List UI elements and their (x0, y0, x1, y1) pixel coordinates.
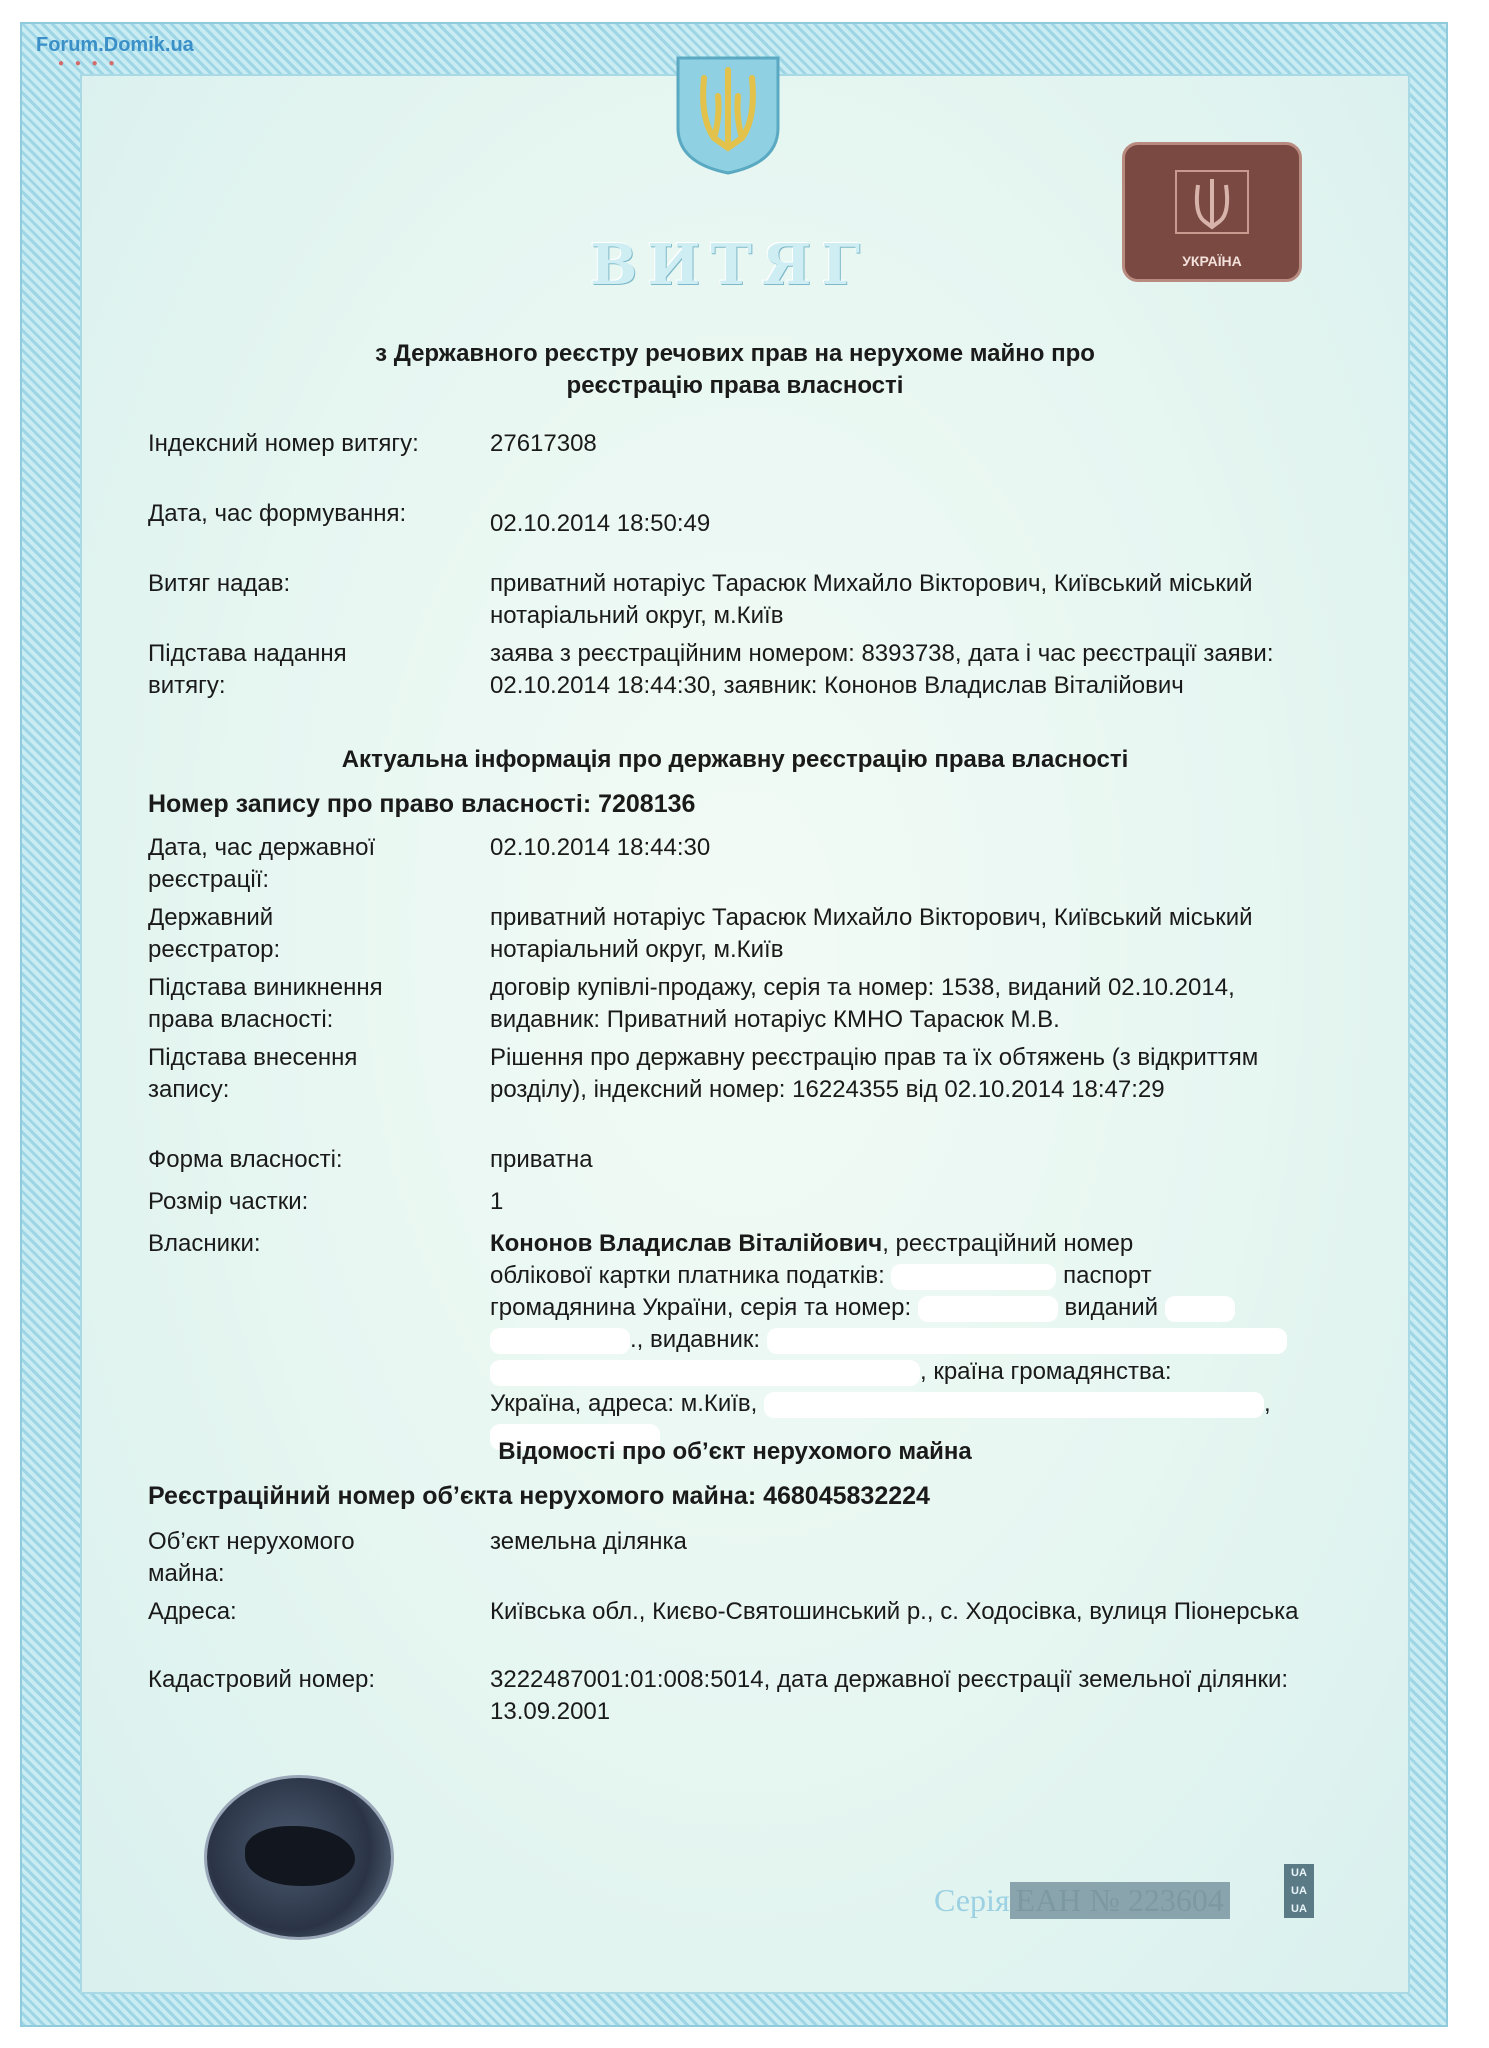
owner-text: облікової картки платника податків: (490, 1262, 885, 1289)
redaction (918, 1296, 1058, 1322)
field-value: Київська обл., Києво-Святошинський р., с. Ходосівка, вулиця Піонерська (490, 1598, 1299, 1625)
property-registration-number: Реєстраційний номер об’єкта нерухомого майна: 468045832224 (148, 1482, 930, 1510)
owner-text: виданий (1064, 1294, 1159, 1321)
field-label: Розмір частки: (148, 1188, 309, 1215)
redaction (490, 1328, 630, 1354)
field-label: Підстава надання витягу: (148, 640, 347, 699)
ownership-record-number: Номер запису про право власності: 7208136 (148, 790, 696, 818)
field-label: Об’єкт нерухомого майна: (148, 1528, 355, 1587)
owner-details (490, 1228, 1300, 1452)
field-label: Витяг надав: (148, 570, 291, 597)
field-value: договір купівлі-продажу, серія та номер: 1538, виданий 02.10.2014, видавник: Приватний нотаріус КМНО Тарасюк М.В. (490, 974, 1235, 1033)
watermark-dots: ● ● ● ● (58, 58, 119, 69)
field-value: 1 (490, 1188, 504, 1215)
heading-line-1: з Державного реєстру речових прав на нерухоме майно про (375, 340, 1095, 367)
redaction (764, 1392, 1264, 1418)
field-value: 02.10.2014 18:50:49 (490, 510, 711, 537)
owner-text: , країна громадянства: (920, 1358, 1172, 1385)
field-label: Кадастровий номер: (148, 1666, 376, 1693)
ua-label: UA (1291, 1903, 1307, 1915)
field-label: Підстава виникнення права власності: (148, 974, 383, 1033)
ua-security-strip (1284, 1864, 1314, 1918)
watermark-text: Forum.Domik.ua (36, 34, 194, 56)
field-label: Дата, час формування: (148, 500, 407, 527)
redaction (891, 1264, 1056, 1290)
ukraine-map-icon (245, 1826, 355, 1886)
ua-label: UA (1291, 1867, 1307, 1879)
owner-text: паспорт (1063, 1262, 1152, 1289)
field-label: Адреса: (148, 1598, 237, 1625)
serial-series: ЕАН (1015, 1882, 1082, 1918)
field-value: приватний нотаріус Тарасюк Михайло Вікторович, Київський міський нотаріальний округ, м.Київ (490, 570, 1253, 629)
ua-label: UA (1291, 1885, 1307, 1897)
field-label: Підстава внесення запису: (148, 1044, 358, 1103)
owner-text: Україна, адреса: м.Київ, (490, 1390, 758, 1417)
section-title-property: Відомості про об’єкт нерухомого майна (498, 1438, 972, 1465)
field-value: земельна ділянка (490, 1528, 687, 1555)
serial-number-label: № (1089, 1882, 1120, 1918)
field-label: Власники: (148, 1230, 261, 1257)
field-label: Дата, час державної реєстрації: (148, 834, 376, 893)
field-value: 3222487001:01:008:5014, дата державної реєстрації земельної ділянки: 13.09.2001 (490, 1666, 1289, 1725)
field-label: Форма власності: (148, 1146, 343, 1173)
owner-text: , (1264, 1390, 1271, 1417)
heading-line-2: реєстрацію права власності (566, 372, 904, 399)
redaction (1165, 1296, 1235, 1322)
section-title-ownership: Актуальна інформація про державну реєстрацію права власності (341, 746, 1129, 773)
redaction (490, 1360, 920, 1386)
form-serial (934, 1882, 1230, 1919)
field-value: Рішення про державну реєстрацію прав та їх обтяжень (з відкриттям розділу), індексний номер: 16224355 від 02.10.2014 18:47:29 (490, 1044, 1259, 1103)
hologram-trident-icon (1172, 167, 1252, 237)
field-value: приватна (490, 1146, 593, 1173)
owner-text: громадянина України, серія та номер: (490, 1294, 912, 1321)
document-title: ВИТЯГ (590, 232, 870, 298)
coat-of-arms-icon (668, 48, 788, 178)
owner-name: Кононов Владислав Віталійович (490, 1230, 883, 1257)
field-label: Індексний номер витягу: (148, 430, 419, 457)
serial-label: Серія (934, 1882, 1010, 1918)
field-label: Державний реєстратор: (148, 904, 281, 963)
field-value: заява з реєстраційним номером: 8393738, дата і час реєстрації заяви: 02.10.2014 18:44:30, заявник: Кононов Владислав Віталійович (490, 640, 1274, 699)
hologram-seal (204, 1775, 394, 1940)
field-value: 27617308 (490, 430, 597, 457)
field-value: приватний нотаріус Тарасюк Михайло Вікторович, Київський міський нотаріальний округ, м.Київ (490, 904, 1253, 963)
owner-text: ., видавник: (630, 1326, 761, 1353)
owner-text: , реєстраційний номер (882, 1230, 1134, 1257)
field-value: 02.10.2014 18:44:30 (490, 834, 711, 861)
hologram-sticker (1122, 142, 1302, 282)
redaction (767, 1328, 1287, 1354)
hologram-label: УКРАЇНА (1182, 253, 1242, 269)
serial-number: 223604 (1127, 1882, 1224, 1918)
